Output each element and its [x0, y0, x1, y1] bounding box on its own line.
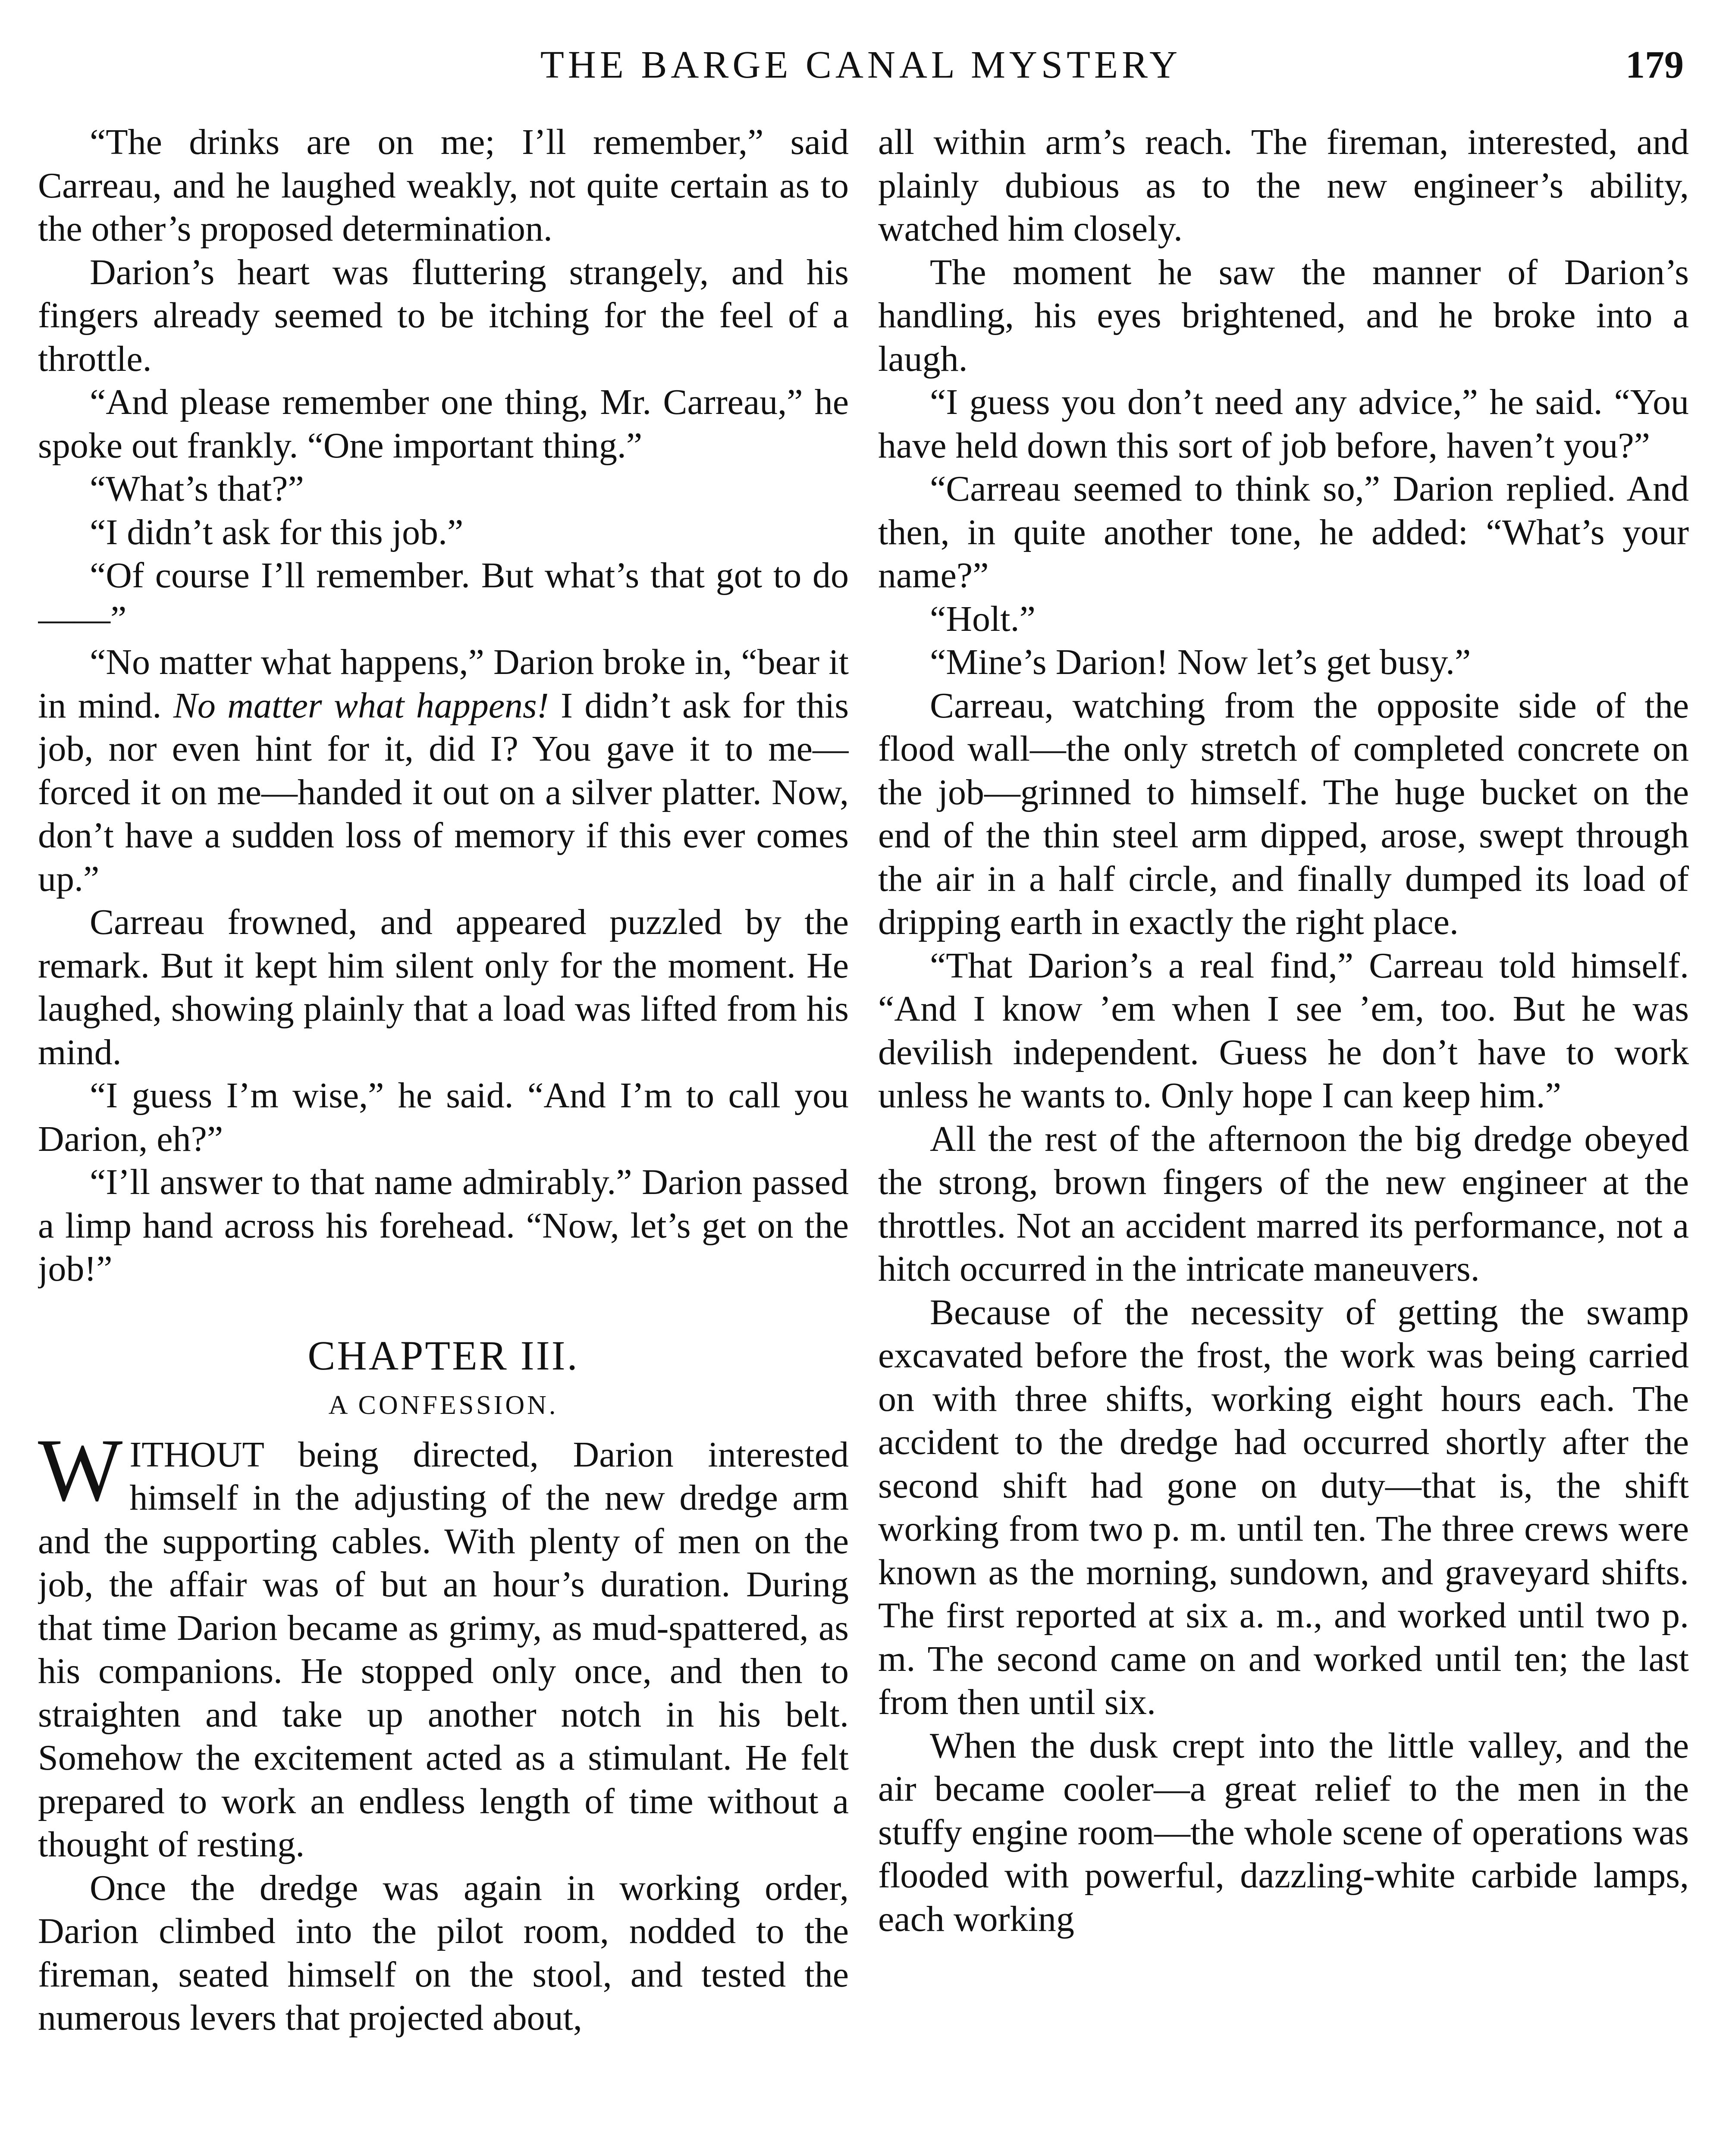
paragraph: “I guess I’m wise,” he said. “And I’m to call you Darion, eh?” [38, 1075, 849, 1159]
paragraph: Because of the necessity of getting the swamp excavated before the frost, the work was being carried on with three shifts, working eight hours each. The accident to the dredge had occurred shortly after the second shift had gone on duty—that is, the shift working from two p. m. until ten. The three crews were known as the morning, sundown, and graveyard shifts. The first reported at six a. m., and worked until two p. m. The second came on and worked until ten; the last from then until six. [878, 1292, 1689, 1722]
text-run: “No matter what happens,” Darion broke in, “bear it in mind. [38, 642, 849, 726]
chapter-subtitle: A CONFESSION. [328, 1390, 559, 1420]
paragraph: “I didn’t ask for this job.” [90, 512, 464, 552]
chapter-opening-paragraph [38, 1420, 849, 1867]
paragraph: The moment he saw the manner of Darion’s handling, his eyes brightened, and he broke into a laugh. [878, 252, 1689, 379]
text-run: I didn’t ask for this job, nor even hint for it, did I? You gave it to me—forced it on me—handed it out on a silver platter. Now, don’t have a sudden loss of memory if this ever comes up.” [38, 685, 849, 899]
paragraph: “I’ll answer to that name admirably.” Darion passed a limp hand across his forehead. “Now, let’s get on the job!” [38, 1162, 849, 1289]
left-column [38, 121, 849, 2156]
drop-cap: W [38, 1420, 123, 1520]
right-column [878, 121, 1689, 2156]
paragraph: Once the dredge was again in working order, Darion climbed into the pilot room, nodded to the fireman, seated himself on the stool, and tested the numerous levers that projected about, [38, 1868, 849, 2038]
paragraph: “Mine’s Darion! Now let’s get busy.” [930, 642, 1471, 682]
paragraph: “Of course I’ll remember. But what’s that got to do——” [38, 555, 849, 639]
paragraph: “And please remember one thing, Mr. Carreau,” he spoke out frankly. “One important thing.” [38, 382, 849, 466]
paragraph: “The drinks are on me; I’ll remember,” said Carreau, and he laughed weakly, not quite certain as to the other’s proposed determination. [38, 122, 849, 249]
paragraph: “What’s that?” [90, 469, 304, 509]
paragraph: “I guess you don’t need any advice,” he said. “You have held down this sort of job before, haven’t you?” [878, 382, 1689, 466]
paragraph: “Carreau seemed to think so,” Darion replied. And then, in quite another tone, he added: “What’s your name?” [878, 469, 1689, 595]
paragraph: Carreau, watching from the opposite side of the flood wall—the only stretch of completed concrete on the job—grinned to himself. The huge bucket on the end of the thin steel arm dipped, arose, swept through the air in a half circle, and finally dumped its load of dripping earth in exactly the right place. [878, 685, 1689, 942]
emphasis-text: No matter what happens! [173, 685, 549, 726]
paragraph: All the rest of the afternoon the big dredge obeyed the strong, brown fingers of the new engineer at the throttles. Not an accident marred its performance, not a hitch occurred in the intricate maneuvers. [878, 1119, 1689, 1289]
paragraph: When the dusk crept into the little valley, and the air became cooler—a great relief to the men in the stuffy engine room—the whole scene of operations was flooded with powerful, dazzling-white carbide lamps, each working [878, 1725, 1689, 1939]
paragraph: Darion’s heart was fluttering strangely, and his fingers already seemed to be itching for the feel of a throttle. [38, 252, 849, 379]
page-number: 179 [1626, 44, 1684, 86]
paragraph: “That Darion’s a real find,” Carreau told himself. “And I know ’em when I see ’em, too. But he was devilish independent. Guess he don’t have to work unless he wants to. Only hope I can keep him.” [878, 945, 1689, 1116]
text-run: ITHOUT being directed, Darion interested himself in the adjusting of the new dredge arm and the supporting cables. With plenty of men on the job, the affair was of but an hour’s duration. During that time Darion became as grimy, as mud-spattered, as his companions. He stopped only once, and then to straighten and take up another notch in his belt. Somehow the excitement acted as a stimulant. He felt prepared to work an endless length of time without a thought of resting. [38, 1434, 849, 1865]
chapter-title: CHAPTER III. [308, 1332, 579, 1379]
paragraph: “Holt.” [930, 599, 1036, 639]
page-header [38, 41, 1684, 89]
paragraph: Carreau frowned, and appeared puzzled by the remark. But it kept him silent only for the moment. He laughed, showing plainly that a load was lifted from his mind. [38, 902, 849, 1072]
continued-paragraph: all within arm’s reach. The fireman, interested, and plainly dubious as to the new engineer’s ability, watched him closely. [878, 122, 1689, 249]
paragraph [38, 641, 849, 901]
running-title: THE BARGE CANAL MYSTERY [540, 44, 1182, 86]
